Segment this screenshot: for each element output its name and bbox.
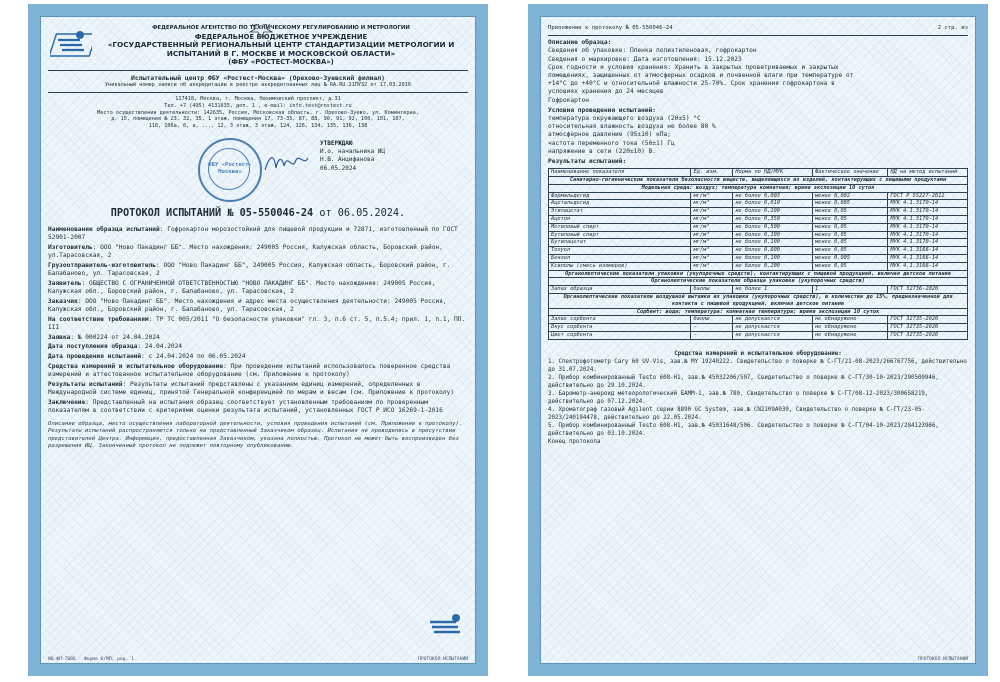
field-value: : Гофрокартон морозостойкий для пищевой продукции и 72871, изготовленный по ГОСТ 52901-2007 — [48, 226, 458, 242]
table-cell: менее 0,05 — [812, 216, 887, 224]
table-cell: мг/м³ — [691, 247, 733, 255]
equipment-block — [548, 350, 968, 446]
condition-line: напряжение в сети (220±10) В. — [548, 147, 657, 155]
description-title: Описание образца: — [548, 39, 612, 47]
table-cell: не допускается — [733, 324, 813, 332]
table-cell: менее 0,002 — [812, 192, 887, 200]
table-cell: Этилацетат — [549, 208, 691, 216]
table-cell: МУК 4.1.3170-14 — [888, 239, 968, 247]
table-cell: Ксилолы (смесь изомеров) — [549, 262, 691, 270]
table-cell: Запах образца — [549, 286, 691, 294]
results-title: Результаты испытаний: — [548, 158, 627, 166]
table-row — [549, 324, 968, 332]
equipment-line: 1. Спектрофотометр Cary 60 UV-Vis, зав.№ MY 19240222. Свидетельство о поверке № С-ГТ/21-08-2023/266767756, действительно до 31.07.2024. — [548, 358, 967, 373]
equipment-line: 3. Барометр-анероид метеорологический БАММ-1, зав.№ 780, Свидетельство о поверке № С-ГТ/08-12-2023/300658219, действительно до 07.12.2024. — [548, 390, 929, 405]
description-line: помещениях, защищенных от атмосферных осадков и почвенной влаги при температуре от — [548, 72, 854, 80]
field-value: : № 000224 от 24.04.2024 — [70, 333, 160, 341]
divider — [48, 92, 468, 93]
table-cell: ГОСТ 32736-2020 — [888, 286, 968, 294]
footer-label: ПРОТОКОЛ ИСПЫТАНИЙ — [918, 657, 968, 662]
table-cell: Метиловый спирт — [549, 223, 691, 231]
condition-line: температура окружающего воздуха (20±5) °С — [548, 115, 701, 123]
table-cell: мг/м³ — [691, 200, 733, 208]
table-row — [549, 239, 968, 247]
table-cell: Вкус сорбента — [549, 324, 691, 332]
table-cell: МУК 4.1.3166-14 — [888, 255, 968, 263]
field-label: Грузоотправитель-изготовитель — [48, 261, 157, 269]
description-line: Сведения о маркировке: Дата изготовления: 15.12.2023 — [548, 55, 742, 63]
org-header — [94, 24, 468, 67]
protocol-fields — [48, 226, 468, 415]
field-label: Дата поступления образца — [48, 343, 138, 351]
protocol-title — [48, 207, 468, 219]
table-cell: менее 0,05 — [812, 231, 887, 239]
approve-position: И.о. начальника ИЦ — [320, 148, 386, 156]
table-cell: не допускается — [733, 316, 813, 324]
section-row — [549, 184, 968, 192]
table-cell: мг/м³ — [691, 262, 733, 270]
table-cell: МУК 4.1.3170-14 — [888, 208, 968, 216]
table-cell: менее 0,05 — [812, 239, 887, 247]
section-title: Органолептические показатели образца упаковки (укупорочных средств) — [549, 278, 968, 286]
table-row — [549, 247, 968, 255]
description-block — [548, 47, 968, 104]
description-line: +14°С до +40°С и относительной влажности 25-70%. Срок хранения гофрокартона в — [548, 80, 835, 88]
protocol-page-2 — [528, 4, 988, 676]
table-cell: Бензол — [549, 255, 691, 263]
stamp-text: ФБУ «Ростест-Москва» — [208, 161, 252, 175]
section-row — [549, 177, 968, 185]
table-cell: не более 0,200 — [733, 262, 813, 270]
description-line: Гофрокартон — [548, 96, 589, 104]
form-code: ИЦ-ФП-7086 - Форма 6/МП, ред. 1 — [48, 657, 134, 662]
protocol-field — [48, 353, 468, 361]
table-cell: МУК 4.1.3170-14 — [888, 216, 968, 224]
table-cell: ГОСТ 32735-2020 — [888, 331, 968, 339]
field-label: Заключение — [48, 398, 86, 406]
field-label: Заявитель — [48, 279, 82, 287]
protocol-field — [48, 399, 468, 415]
protocol-field — [48, 226, 468, 242]
approve-name: Н.В. Анцифанова — [320, 156, 375, 164]
description-line: Сведения об упаковке: Пленка полиэтиленовая, гофрокартон — [548, 47, 757, 55]
table-row — [549, 286, 968, 294]
approval-text — [320, 140, 385, 173]
table-cell: Формальдегид — [549, 192, 691, 200]
table-cell: ГОСТ Р 55227-2012 — [888, 192, 968, 200]
table-cell: менее 0,05 — [812, 208, 887, 216]
field-label: На соответствие требованиям — [48, 315, 149, 323]
state-emblem-icon — [248, 24, 274, 38]
protocol-field — [48, 244, 468, 260]
equipment-line: 5. Прибор комбинированный Testo 608-H1, зав.№ 45031648/506. Свидетельство о поверке № С-ГТ/04-10-2023/284123966, действительно до 03.10.2024. — [548, 422, 939, 437]
field-label: Изготовитель — [48, 244, 93, 252]
address-line-3: Место осуществления деятельности: 142635, Россия, Московская область, г. Орехово-Зуево, ул. Коминтерна, — [97, 109, 419, 116]
column-header: Ед. изм. — [691, 169, 733, 177]
protocol-field — [48, 298, 468, 314]
address-line-5: 110, 106а, 6, а, ..., 12, 3 этаж, 3 этаж, 124, 126, 134, 135, 136, 138 — [148, 123, 368, 130]
table-cell: не более 0,100 — [733, 239, 813, 247]
annex-ref: Приложение к протоколу № 05-550046-24 — [548, 25, 673, 31]
signature-icon — [262, 150, 310, 176]
table-cell: менее 0,05 — [812, 247, 887, 255]
footnote: Описание образца, место осуществления лабораторной деятельности, условия проведения испытаний (см. Приложение к протоколу). Результаты испытаний распространяются только на представленный Заказчиком образец. Испытания не проводились в присутствии представителей Центра. Информация, предоставленная Заказчиком, указана полностью. Протокол не может быть воспроизведен без разрешения ИЦ. Законченный протокол не подлежит повторному опубликованию. — [48, 420, 463, 450]
results-table — [548, 168, 968, 340]
table-cell: не обнаружено — [812, 316, 887, 324]
table-cell: - — [691, 324, 733, 332]
table-cell: мг/м³ — [691, 255, 733, 263]
table-cell: Толуол — [549, 247, 691, 255]
table-cell: МУК 4.1.3166-14 — [888, 262, 968, 270]
table-header-row — [549, 169, 968, 177]
table-cell: мг/м³ — [691, 223, 733, 231]
table-cell: менее 0,005 — [812, 255, 887, 263]
table-row — [549, 331, 968, 339]
section-row — [549, 270, 968, 278]
table-cell: МУК 4.1.3170-14 — [888, 223, 968, 231]
table-cell: Бутилацетат — [549, 239, 691, 247]
approve-title: УТВЕРЖДАЮ — [320, 139, 353, 147]
page-header — [548, 24, 968, 32]
protocol-field — [48, 381, 468, 397]
field-value: : Результаты испытаний представлены с указанием единиц измерений, определенных в Международной системе единиц, принятой Генеральной конференцией по мерам и весам (см. Приложение к протоколу) — [48, 380, 455, 396]
table-cell: не более 0,003 — [733, 192, 813, 200]
field-label: Заказчик — [48, 297, 78, 305]
section-title: Модельная среда: воздух; температура комнатная; время экспозиции 10 суток — [549, 184, 968, 192]
table-cell: не более 1 — [733, 286, 813, 294]
field-label: Наименование образца испытаний — [48, 226, 160, 234]
table-cell: не допускается — [733, 331, 813, 339]
address-line-2: Тел. +7 (495) 4131635, доп. 1 , e-mail: info.test@rostest.ru — [164, 102, 352, 109]
description-line: условиях хранения до 24 месяцев — [548, 88, 664, 96]
protocol-page-1 — [28, 4, 488, 676]
table-cell: Запах сорбента — [549, 316, 691, 324]
section-title: Санитарно-гигиенические показатели безопасности веществ, выделяющихся из изделий, контактирующих с пищевыми продуктами — [549, 177, 968, 185]
table-cell: баллы — [691, 286, 733, 294]
table-cell: не обнаружено — [812, 331, 887, 339]
table-row — [549, 200, 968, 208]
column-header: Наименование показателя — [549, 169, 691, 177]
official-stamp — [198, 138, 262, 202]
field-value: : ОБЩЕСТВО С ОГРАНИЧЕННОЙ ОТВЕТСТВЕННОСТЬЮ "НОВО ПАКАДИНГ ББ". Место нахождения: 249005 Россия, Калужская обл., Боровский район, г. Балабаново, ул. Тарасовская, 2 — [48, 279, 436, 296]
column-header: НД на метод испытаний — [888, 169, 968, 177]
field-label: Дата проведения испытаний — [48, 353, 142, 360]
approve-date: 06.05.2024 — [320, 164, 357, 172]
protocol-field — [48, 316, 468, 332]
lab-name: Испытательный центр ФБУ «Ростест-Москва» (Орехово-Зуевский филиал) — [131, 73, 385, 82]
approval-block — [48, 136, 468, 204]
equipment-line: 2. Прибор комбинированный Testo 608-H1, зав.№ 45032206/507, Свидетельство о поверке № С-ГТ/30-10-2023/290500946, действительно до 29.10.2024. — [548, 374, 939, 389]
protocol-date: от 06.05.2024. — [319, 207, 406, 219]
field-label: Средства измерений и испытательное оборудование — [48, 362, 224, 370]
table-cell: мг/м³ — [691, 208, 733, 216]
field-label: Заявка — [48, 333, 71, 341]
field-label: Результаты испытаний — [48, 380, 123, 388]
table-cell: не более 0,010 — [733, 200, 813, 208]
table-row — [549, 262, 968, 270]
protocol-field — [48, 262, 468, 278]
equipment-line: Конец протокола — [548, 438, 601, 445]
section-title: Органолептические показатели упаковки (укупорочных средств), контактирующих с пищевой продукцией, включая детское питание — [549, 270, 968, 278]
table-cell: менее 0,005 — [812, 200, 887, 208]
table-cell: менее 0,05 — [812, 223, 887, 231]
section-title: Органолептические показатели воздушной вытяжки из упаковки (укупорочных средств), в количестве до 15%, предназначенной для контакта с пищевой продукцией, включая детское питание — [549, 294, 968, 309]
divider — [48, 70, 468, 71]
table-row — [549, 216, 968, 224]
section-row — [549, 278, 968, 286]
address-line-1: 117418, Москва, г. Москва, Нахимовский проспект, д.31 — [175, 95, 341, 102]
protocol-number: ПРОТОКОЛ ИСПЫТАНИЙ № 05-550046-24 — [110, 207, 314, 219]
description-line: Срок годности и условия хранения: Хранить в закрытых проветриваемых и закрытых — [548, 63, 839, 71]
field-value: : ООО "Ново Пакадинг ББ", 249005 Россия, Калужская область, Боровский район, г. Балабаново, ул. Тарасовская, 2 — [48, 261, 451, 278]
equipment-title: Средства измерений и испытательное оборудование: — [674, 350, 842, 357]
table-row — [549, 223, 968, 231]
column-header: Фактическое значение — [812, 169, 887, 177]
table-row — [549, 231, 968, 239]
conditions-block — [548, 115, 968, 156]
table-cell: не более 0,100 — [733, 208, 813, 216]
table-cell: не более 0,500 — [733, 223, 813, 231]
table-cell: не более 0,100 — [733, 231, 813, 239]
table-row — [549, 316, 968, 324]
table-cell: МУК 4.1.3170-14 — [888, 200, 968, 208]
page-number: 2 стр. из — [937, 25, 968, 31]
field-value: : ООО "Ново Пакадинг ББ". Место нахождения: 249005 Россия, Калужская область, Боровский район, ул.Тарасовская, 2 — [48, 244, 443, 260]
table-cell: не более 0,600 — [733, 247, 813, 255]
table-cell: мг/м³ — [691, 216, 733, 224]
table-row — [549, 192, 968, 200]
section-row — [549, 294, 968, 309]
table-cell: ГОСТ 32735-2020 — [888, 324, 968, 332]
header-line-2: ФЕДЕРАЛЬНОЕ БЮДЖЕТНОЕ УЧРЕЖДЕНИЕ — [194, 32, 368, 41]
condition-line: атмосферное давление (95±10) кПа; — [548, 131, 671, 139]
table-cell: МУК 4.1.3170-14 — [888, 231, 968, 239]
table-cell: менее 0,05 — [812, 262, 887, 270]
table-cell: Ацетон — [549, 216, 691, 224]
protocol-field — [48, 334, 468, 342]
rostest-logo-icon — [422, 612, 466, 642]
field-value: : Представленный на испытания образец соответствует установленным требованиям по проверенным показателям в соответствии с критериями оценки результата испытаний, установленных ГОСТ Р ИСО 16269-1-2016 — [48, 398, 443, 414]
field-value: : с 24.04.2024 по 06.05.2024 — [141, 353, 246, 360]
table-cell: не обнаружено — [812, 324, 887, 332]
table-cell: мг/м³ — [691, 192, 733, 200]
header-line-4: ИСПЫТАНИЙ В Г. МОСКВЕ И МОСКОВСКОЙ ОБЛАСТИ» — [166, 48, 396, 58]
table-cell: МУК 4.1.3166-14 — [888, 247, 968, 255]
table-cell: не более 0,100 — [733, 255, 813, 263]
table-row — [549, 255, 968, 263]
protocol-field — [48, 343, 468, 351]
table-cell: Бутиловый спирт — [549, 231, 691, 239]
field-value: : При проведении испытаний использовалось поверенное средства измерений и аттестованное испытательное оборудование (см. Приложение к протоколу) — [48, 362, 451, 378]
protocol-field — [48, 363, 468, 379]
column-header: Норма по НД/МУК — [733, 169, 813, 177]
divider — [548, 35, 968, 36]
address-line-4: д. 15, помещения № 23, 32, 35, 1 этаж, помещения 17, 73-35, 87, 88, 90, 91, 92, 100, 101, 107, — [111, 116, 405, 123]
field-value: : 24.04.2024 — [137, 343, 183, 351]
equipment-line: 4. Хроматограф газовый Agilent серии 8890 GC System, зав.№ CN2109A030, Свидетельство о поверке № С-ГТ/23-05-2023/240194478, действительно до 22.05.2024. — [548, 406, 925, 421]
table-cell: - — [691, 331, 733, 339]
field-value: : ООО "Ново Пакадинг ББ". Место нахождения и адрес места осуществления деятельности: 249005 Россия, Калужская обл., Боровский район, г. Балабаново, ул. Тарасовская, 2 — [48, 297, 447, 313]
conditions-title: Условия проведения испытаний: — [548, 106, 657, 114]
table-cell: Цвет сорбента — [549, 331, 691, 339]
header-line-5: (ФБУ «РОСТЕСТ-МОСКВА») — [228, 58, 334, 67]
condition-line: относительная влажность воздуха не более 80 % — [548, 123, 716, 131]
table-cell: баллы — [691, 316, 733, 324]
table-cell: не более 0,350 — [733, 216, 813, 224]
table-row — [549, 208, 968, 216]
table-cell: ГОСТ 32735-2020 — [888, 316, 968, 324]
table-cell: мг/м³ — [691, 231, 733, 239]
header-line-1: ФЕДЕРАЛЬНОЕ АГЕНТСТВО ПО ТЕХНИЧЕСКОМУ РЕГУЛИРОВАНИЮ И МЕТРОЛОГИИ — [152, 25, 410, 31]
protocol-field — [48, 280, 468, 296]
table-cell: 1 — [812, 286, 887, 294]
section-title: Сорбент: вода; температура: комнатная температура; время экспозиции 10 суток — [549, 308, 968, 316]
rostest-logo-icon — [50, 26, 92, 62]
table-cell: Ацетальдегид — [549, 200, 691, 208]
condition-line: частота переменного тока (50±1) Гц — [548, 139, 675, 147]
accreditation-line: Уникальный номер записи об аккредитации в реестре аккредитованных лиц № RA.RU.21ПУ32 от 17.03.2016 — [104, 82, 412, 89]
field-value: : ТР ТС 005/2011 "О безопасности упаковки" гл. 3, п.6 ст. 5, п.5.4; прил. 1, п.1, ПП. III — [48, 315, 466, 331]
section-row — [549, 308, 968, 316]
table-cell: мг/м³ — [691, 239, 733, 247]
footer-label: ПРОТОКОЛ ИСПЫТАНИЙ — [418, 657, 468, 662]
header-line-3: «ГОСУДАРСТВЕННЫЙ РЕГИОНАЛЬНЫЙ ЦЕНТР СТАНДАРТИЗАЦИИ МЕТРОЛОГИИ И — [107, 40, 455, 50]
